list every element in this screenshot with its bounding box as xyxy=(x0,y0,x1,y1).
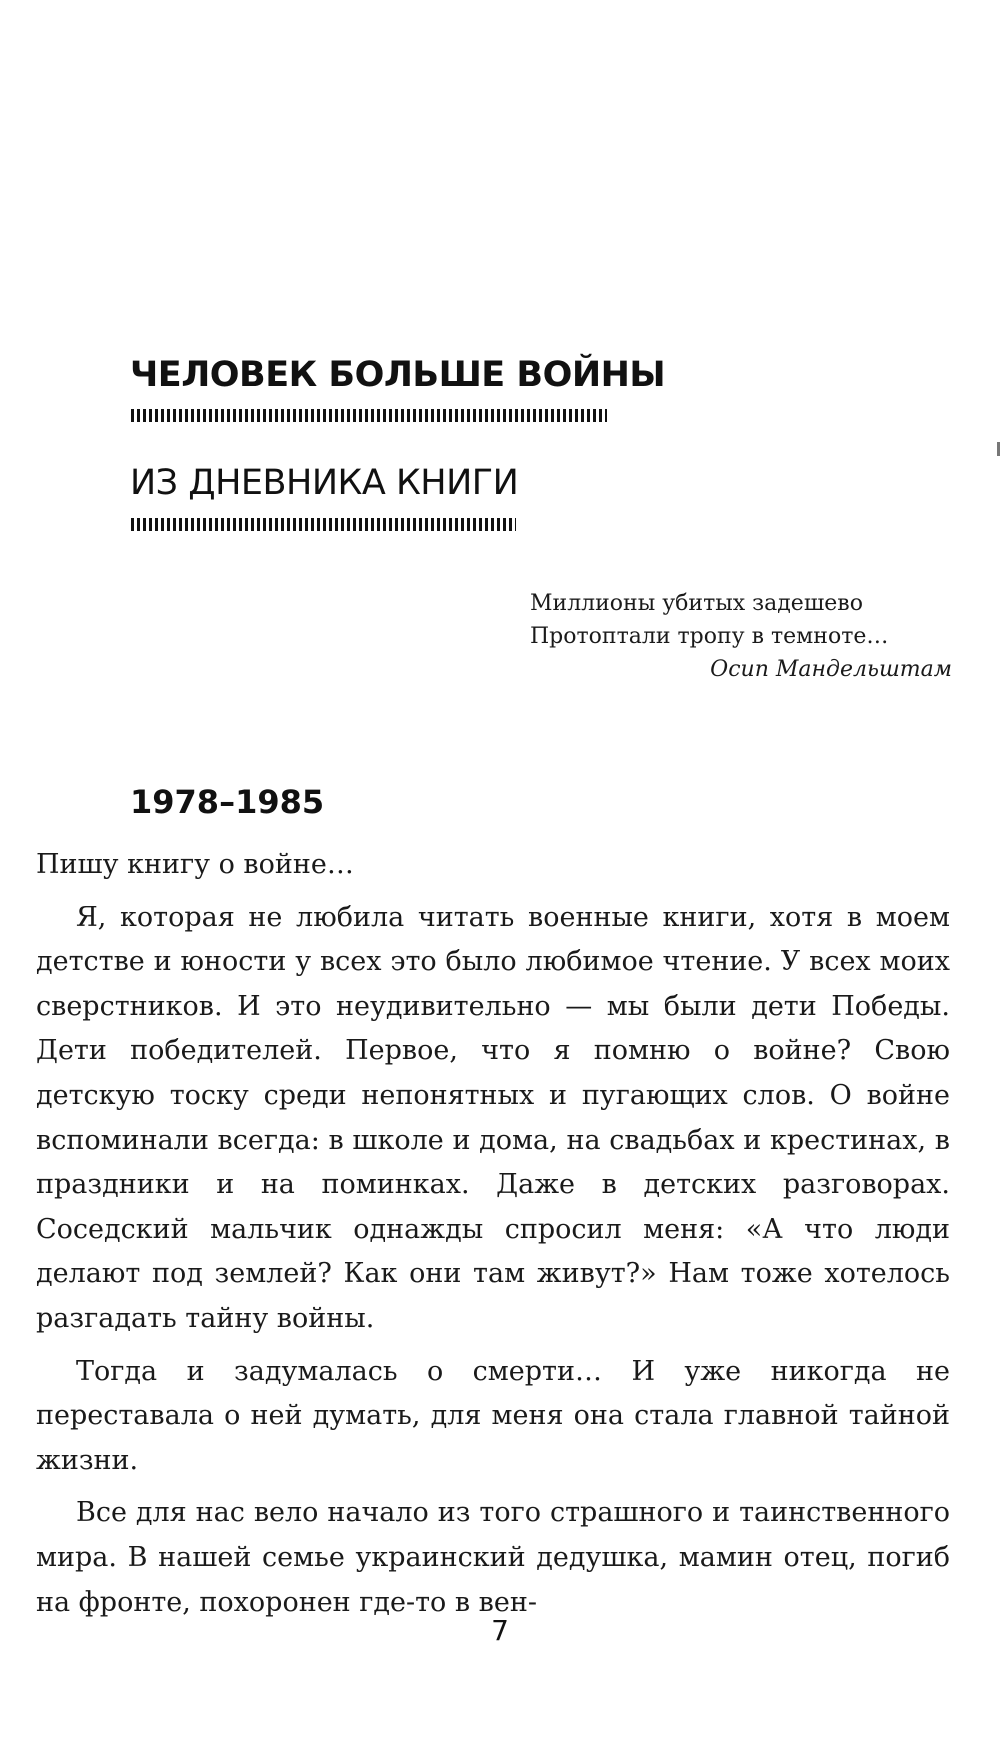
paragraph: Тогда и задумалась о смерти… И уже никогда не переставала о ней думать, для меня она стала главной тайной жизни. xyxy=(36,1355,950,1476)
epigraph-author: Осип Мандельштам xyxy=(710,657,952,682)
page-number: 7 xyxy=(491,1614,509,1647)
chapter-subtitle: ИЗ ДНЕВНИКА КНИГИ xyxy=(130,463,519,503)
subtitle-underline-hatch xyxy=(131,518,516,531)
chapter-title: ЧЕЛОВЕК БОЛЬШЕ ВОЙНЫ xyxy=(130,355,666,395)
paragraph: Пишу книгу о войне… xyxy=(36,849,354,880)
body-text xyxy=(36,843,950,1633)
paragraph: Я, которая не любила читать военные книги, хотя в моем детстве и юности у всех это было любимое чтение. У всех моих сверстников. И это неудивительно — мы были дети Победы. Дети победителей. Первое, что я помню о войне? Свою детскую тоску среди непонятных и пугающих слов. О войне вспоминали всегда: в школе и дома, на свадьбах и крестинах, в праздники и на поминках. Даже в детских разговорах. Соседский мальчик однажды спросил меня: «А что люди делают под землей? Как они там живут?» Нам тоже хотелось разгадать тайну войны. xyxy=(36,901,950,1334)
epigraph xyxy=(472,587,952,686)
epigraph-line: Миллионы убитых задешево xyxy=(530,591,863,616)
epigraph-line: Протоптали тропу в темноте… xyxy=(530,624,889,649)
title-underline-hatch xyxy=(131,409,607,422)
paragraph: Все для нас вело начало из того страшного и таинственного мира. В нашей семье украинский дедушка, мамин отец, погиб на фронте, похоронен где-то в вен- xyxy=(36,1497,950,1618)
section-years: 1978–1985 xyxy=(130,783,325,821)
